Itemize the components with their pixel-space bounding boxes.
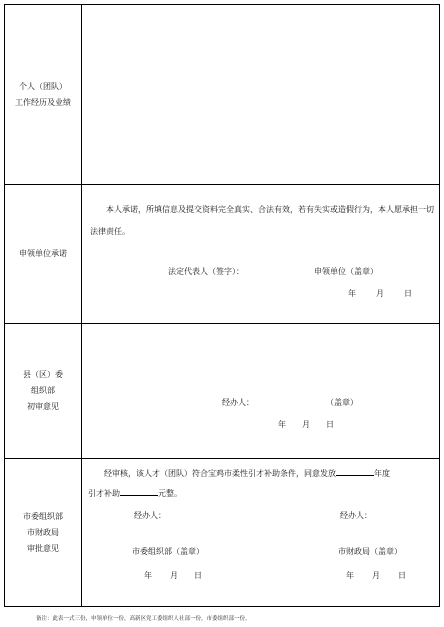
label-line: 工作经历及业绩 [15, 97, 71, 107]
handler-label: 经办人： [222, 398, 254, 407]
amount-blank-field[interactable] [120, 487, 158, 496]
unit-commitment-cell [82, 185, 440, 324]
label-line: 市财政局 [27, 527, 59, 537]
label-line: 组织部 [31, 386, 55, 395]
date-day: 日 [326, 420, 334, 429]
review-text [104, 467, 390, 479]
org-dept-seal-label: 市委组织部（盖章） [132, 547, 204, 556]
work-experience-field[interactable] [82, 5, 440, 185]
handler-left-label: 经办人： [134, 511, 166, 520]
municipal-approval-cell [82, 459, 440, 607]
label-line: 初审意见 [27, 402, 59, 411]
row-unit-commitment [5, 185, 440, 324]
date-month: 月 [302, 420, 310, 429]
application-form-table [4, 4, 440, 607]
row-work-experience [5, 5, 440, 185]
label-county-review [5, 324, 82, 459]
review-text-a: 经审核，该人才（团队）符合宝鸡市柔性引才补助条件，同意发放 [104, 469, 336, 478]
date-month-right: 月 [372, 571, 380, 580]
row-county-review [5, 324, 440, 459]
row-municipal-approval [5, 459, 440, 607]
label-work-experience [5, 5, 82, 185]
county-review-cell [82, 324, 440, 459]
label-unit-commitment [5, 185, 82, 324]
label-line: 审批意见 [27, 543, 59, 553]
year-blank-field[interactable] [336, 467, 374, 476]
date-month-left: 月 [170, 571, 178, 580]
date-year-left: 年 [144, 571, 152, 580]
finance-bureau-seal-label: 市财政局（盖章） [338, 547, 402, 556]
date-day-right: 日 [398, 571, 406, 580]
unit-seal-label: 申领单位（盖章） [314, 267, 378, 276]
review-text-d: 元整。 [158, 489, 182, 498]
label-line: 市委组织部 [23, 511, 63, 521]
date-day-left: 日 [194, 571, 202, 580]
legal-rep-signature-label: 法定代表人（签字）： [168, 267, 244, 276]
seal-label: （盖章） [326, 398, 358, 407]
review-text-c: 引才补助 [88, 489, 120, 498]
date-month: 月 [376, 289, 384, 298]
label-line: 申领单位承诺 [19, 249, 67, 258]
date-year: 年 [278, 420, 286, 429]
subsidy-line [88, 487, 182, 499]
date-year-right: 年 [346, 571, 354, 580]
date-day: 日 [404, 289, 412, 298]
date-year: 年 [348, 289, 356, 298]
footnote: 备注：此表一式三份，申领单位一份，高新区党工委组织人社部一份，市委组织部一份。 [36, 616, 251, 622]
review-text-b: 年度 [374, 469, 390, 478]
commitment-text: 本人承诺，所填信息及提交资料完全真实、合法有效，若有失实或造假行为，本人愿承担一切法律责任。 [90, 205, 434, 236]
handler-right-label: 经办人： [340, 511, 372, 520]
label-municipal-approval [5, 459, 82, 607]
label-line: 个人（团队） [19, 81, 67, 91]
label-line: 县（区）委 [23, 370, 63, 379]
